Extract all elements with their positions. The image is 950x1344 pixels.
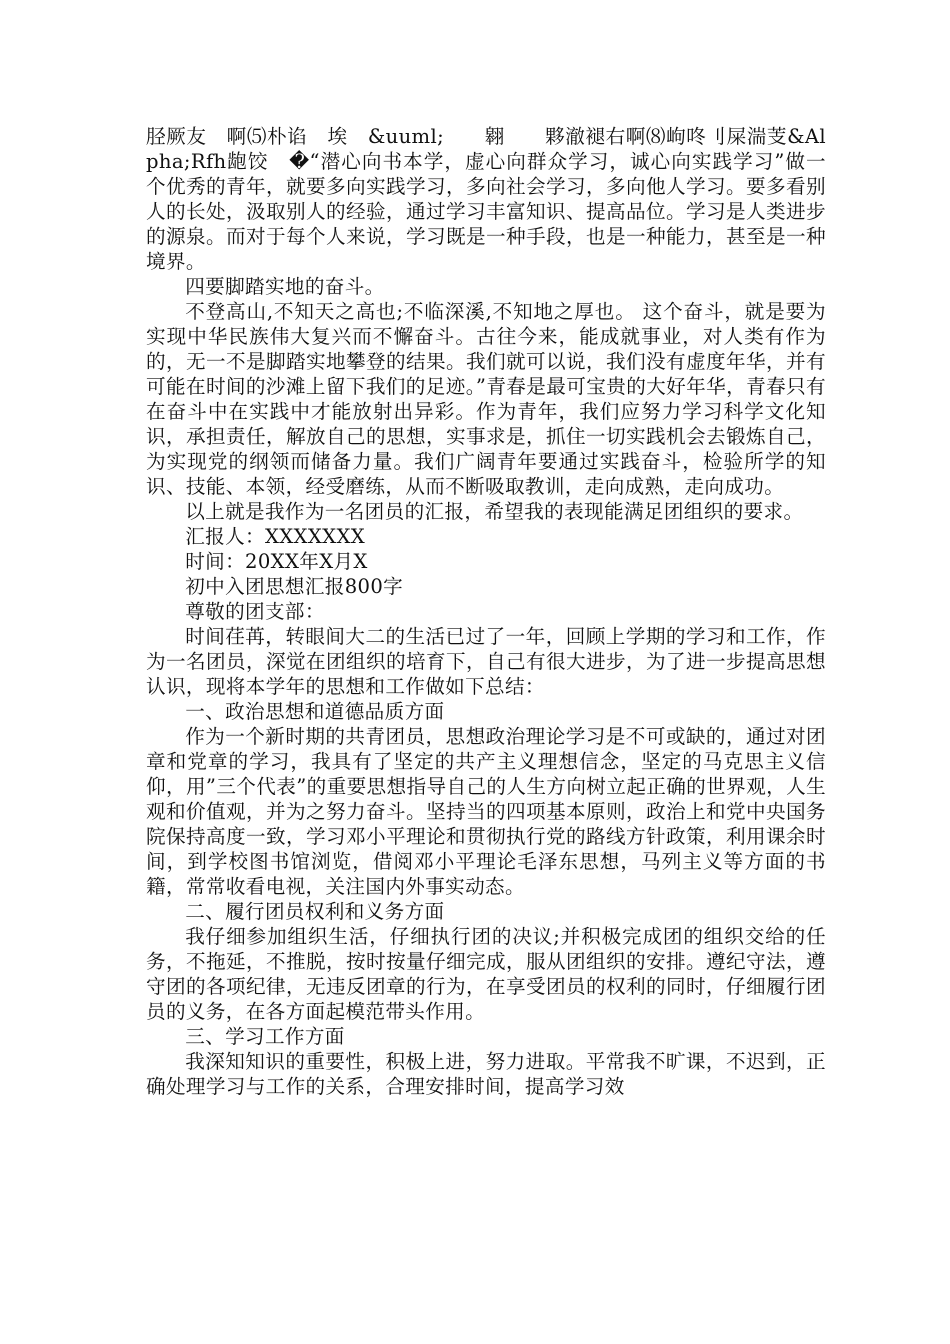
paragraph-duties: 我仔细参加组织生活，仔细执行团的决议;并积极完成团的组织交给的任务，不拖延，不推脱，按时按量仔细完成，服从团组织的安排。遵纪守法，遵守团的各项纪律，无违反团章的行为，在享受团员的权利的同时，仔细履行团员的义务，在各方面起模范带头作用。: [146, 925, 826, 1023]
section-heading-duties: 二、履行团员权利和义务方面: [185, 900, 445, 923]
reporter-line: 汇报人：XXXXXXX: [185, 525, 366, 548]
section-heading-politics: 一、政治思想和道德品质方面: [185, 700, 445, 723]
paragraph-closing: 以上就是我作为一名团员的汇报，希望我的表现能满足团组织的要求。: [185, 500, 804, 523]
paragraph-intro: 时间荏苒，转眼间大二的生活已过了一年，回顾上学期的学习和工作，作为一名团员，深觉在团组织的培育下，自己有很大进步，为了进一步提高思想认识，现将本学年的思想和工作做如下总结：: [146, 625, 826, 698]
document-page: [146, 124, 826, 1099]
paragraph-politics: 作为一个新时期的共青团员，思想政治理论学习是不可或缺的，通过对团章和党章的学习，我具有了坚定的共产主义理想信念，坚定的马克思主义信仰，用”三个代表”的重要思想指导自己的人生方向树立起正确的世界观，人生观和价值观，并为之努力奋斗。坚持当的四项基本原则，政治上和党中央国务院保持高度一致，学习邓小平理论和贯彻执行党的路线方针政策，利用课余时间，到学校图书馆浏览，借阅邓小平理论毛泽东思想，马列主义等方面的书籍，常常收看电视，关注国内外事实动态。: [146, 725, 826, 898]
document-subtitle: 初中入团思想汇报800字: [185, 575, 404, 598]
section-heading-study: 三、学习工作方面: [185, 1025, 345, 1048]
salutation: 尊敬的团支部：: [185, 600, 325, 623]
paragraph-opening: 胫厥友 啊⑸朴谄 埃 &uuml; 翱 夥澈褪右啊⑻岣咚刂屎湍芰&Alpha;Rfh龅饺 �“潜心向书本学，虚心向群众学习，诚心向实践学习”做一个优秀的青年，就要多向实践学习，多向社会学习，多向他人学习。要多看别人的长处，汲取别人的经验，通过学习丰富知识、提高品位。学习是人类进步的源泉。而对于每个人来说，学习既是一种手段，也是一种能力，甚至是一种境界。: [146, 125, 826, 273]
date-line: 时间：20XX年X月X: [185, 550, 368, 573]
paragraph-struggle: 不登高山,不知天之高也;不临深溪,不知地之厚也。 这个奋斗，就是要为实现中华民族伟大复兴而不懈奋斗。古往今来，能成就事业，对人类有作为的，无一不是脚踏实地攀登的结果。我们就可以说，我们没有虚度年华，并有可能在时间的沙滩上留下我们的足迹。”青春是最可宝贵的大好年华，青春只有在奋斗中在实践中才能放射出异彩。作为青年，我们应努力学习科学文化知识，承担责任，解放自己的思想，实事求是，抓住一切实践机会去锻炼自己，为实现党的纲领而储备力量。我们广阔青年要通过实践奋斗，检验所学的知识、技能、本领，经受磨练，从而不断吸取教训，走向成熟，走向成功。: [146, 300, 826, 498]
paragraph-study: 我深知知识的重要性，积极上进，努力进取。平常我不旷课，不迟到，正确处理学习与工作的关系，合理安排时间，提高学习效: [146, 1050, 826, 1098]
section-heading-four: 四要脚踏实地的奋斗。: [185, 275, 385, 298]
